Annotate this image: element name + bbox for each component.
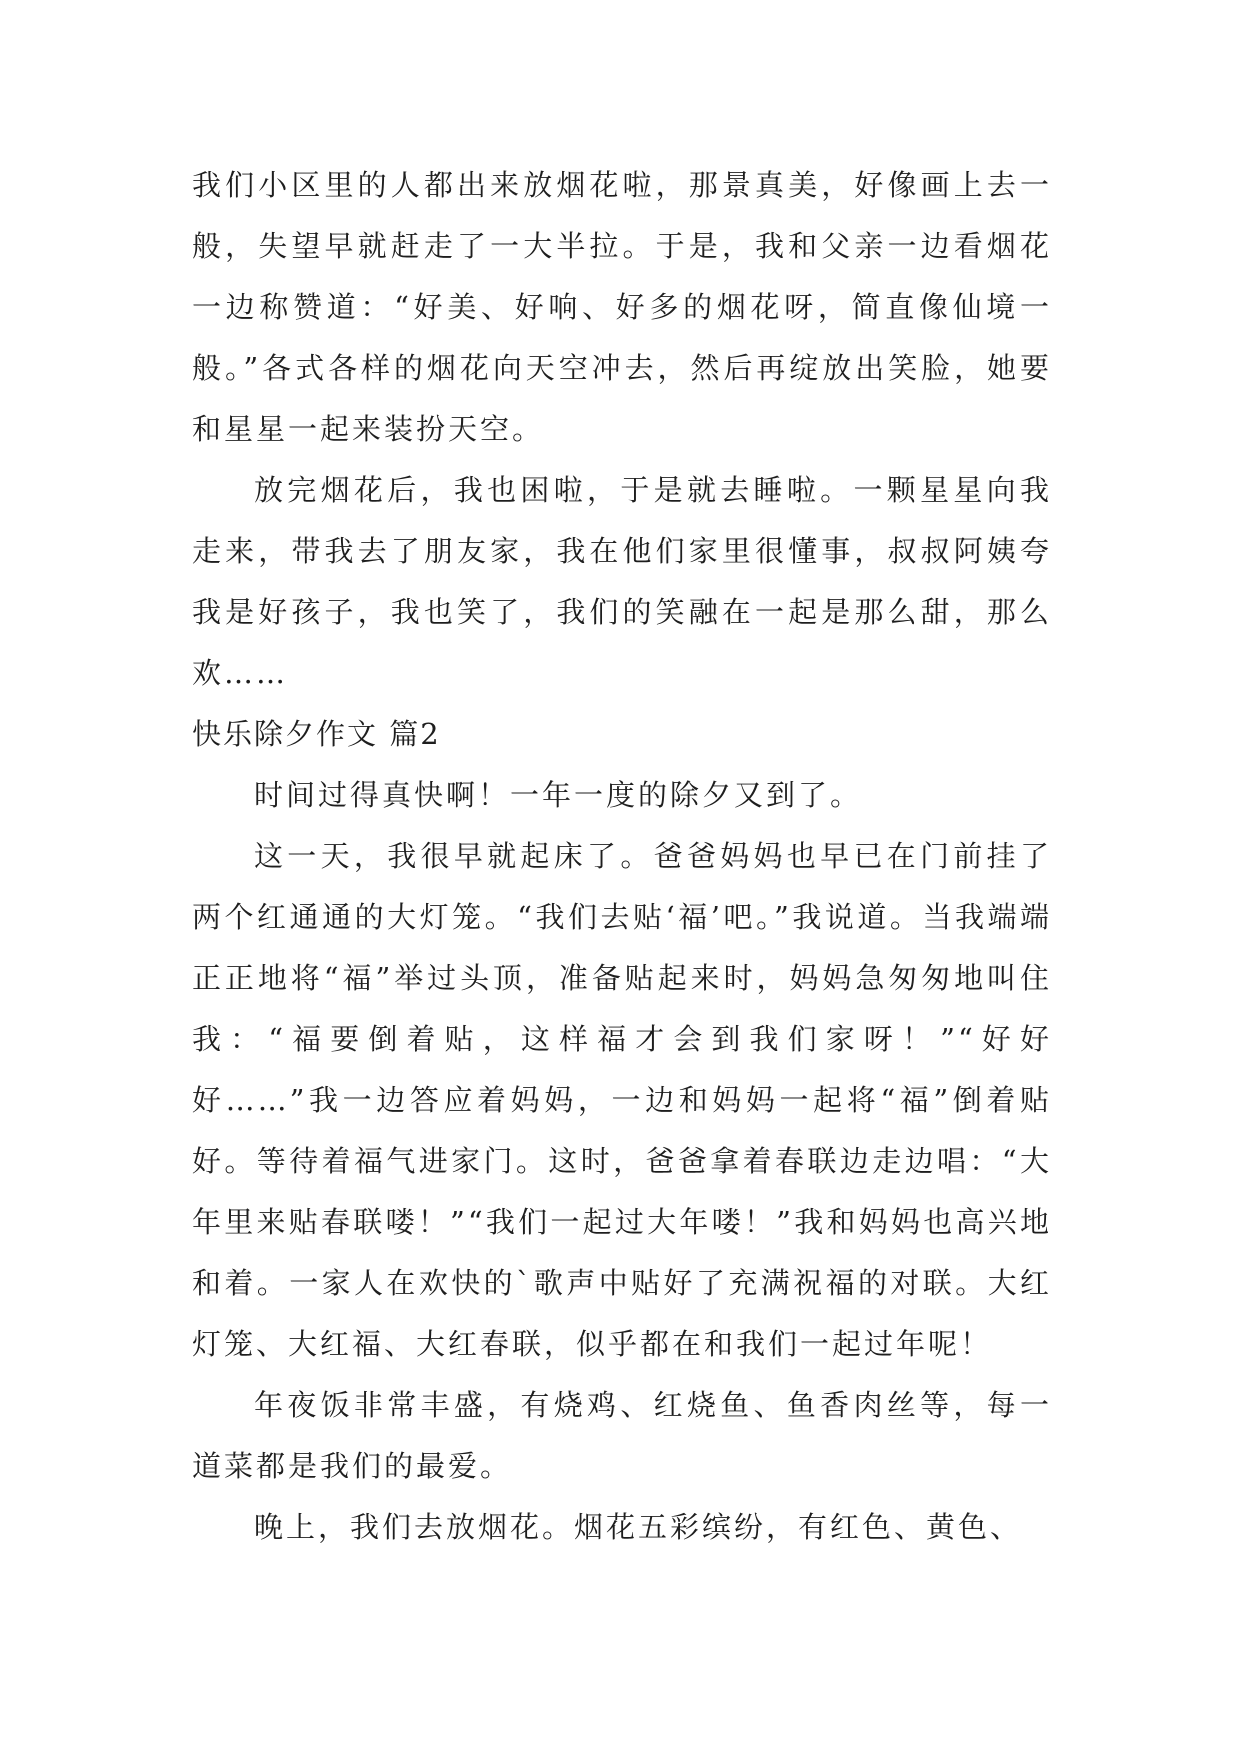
paragraph: 放完烟花后，我也困啦，于是就去睡啦。一颗星星向我走来，带我去了朋友家，我在他们家里很懂事，叔叔阿姨夸我是好孩子，我也笑了，我们的笑融在一起是那么甜，那么欢…… — [192, 473, 1052, 690]
document-body — [192, 155, 1052, 1558]
paragraph: 时间过得真快啊！一年一度的除夕又到了。 — [254, 778, 863, 812]
paragraph: 晚上，我们去放烟花。烟花五彩缤纷，有红色、黄色、 — [254, 1510, 1023, 1544]
paragraph: 这一天，我很早就起床了。爸爸妈妈也早已在门前挂了两个红通通的大灯笼。“我们去贴‘福’吧。”我说道。当我端端正正地将“福”举过头顶，准备贴起来时，妈妈急匆匆地叫住我：“福要倒着贴，这样福才会到我们家呀！”“好好好……”我一边答应着妈妈，一边和妈妈一起将“福”倒着贴好。等待着福气进家门。这时，爸爸拿着春联边走边唱：“大年里来贴春联喽！”“我们一起过大年喽！”我和妈妈也高兴地和着。一家人在欢快的`歌声中贴好了充满祝福的对联。大红灯笼、大红福、大红春联，似乎都在和我们一起过年呢！ — [192, 839, 1052, 1361]
paragraph: 我们小区里的人都出来放烟花啦，那景真美，好像画上去一般，失望早就赶走了一大半拉。于是，我和父亲一边看烟花一边称赞道：“好美、好响、好多的烟花呀，简直像仙境一般。”各式各样的烟花向天空冲去，然后再绽放出笑脸，她要和星星一起来装扮天空。 — [192, 168, 1052, 446]
paragraph: 年夜饭非常丰盛，有烧鸡、红烧鱼、鱼香肉丝等，每一道菜都是我们的最爱。 — [192, 1388, 1052, 1483]
section-heading: 快乐除夕作文 篇2 — [192, 717, 441, 751]
